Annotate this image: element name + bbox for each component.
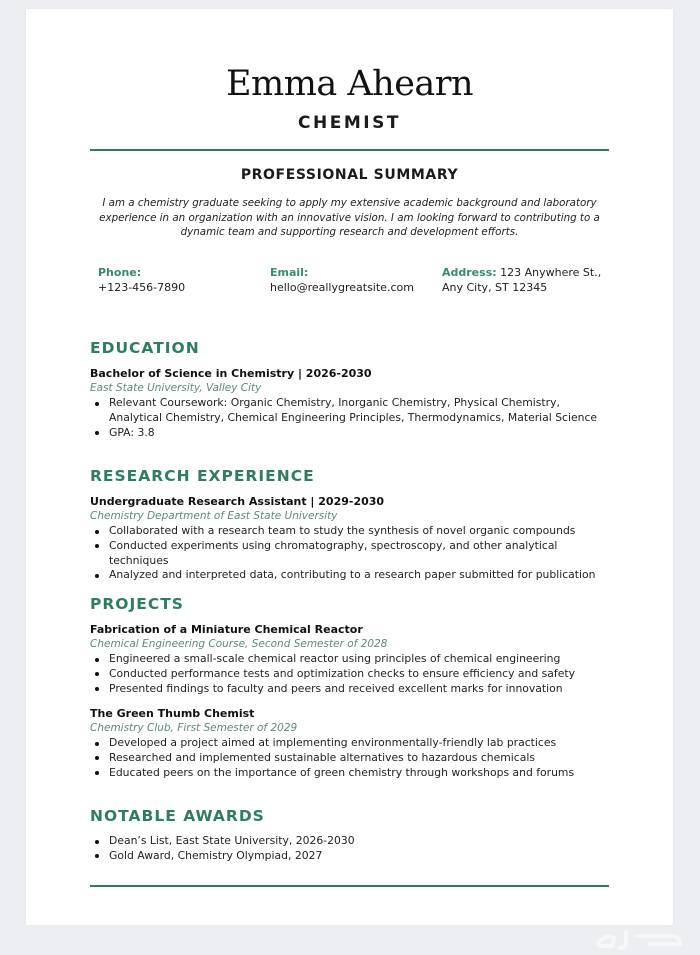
project-1-subtitle: Chemical Engineering Course, Second Semester of 2028 <box>90 638 388 650</box>
project-2-subtitle: Chemistry Club, First Semester of 2029 <box>90 722 298 734</box>
research-entry-title: Undergraduate Research Assistant | 2029-2030 <box>90 495 385 508</box>
education-entry-subtitle: East State University, Valley City <box>90 382 262 394</box>
list-item: Collaborated with a research team to study the synthesis of novel organic compounds <box>90 524 609 539</box>
haraj-logo-watermark-icon <box>590 926 690 952</box>
address-line1: 123 Anywhere St., <box>500 266 602 279</box>
list-item: Analyzed and interpreted data, contributing to a research paper submitted for publication <box>90 568 609 583</box>
list-item: Educated peers on the importance of green chemistry through workshops and forums <box>90 766 609 781</box>
awards-bullets <box>90 834 609 864</box>
list-item: Researched and implemented sustainable alternatives to hazardous chemicals <box>90 751 609 766</box>
address-line2: Any City, ST 12345 <box>442 281 548 294</box>
project-1-title: Fabrication of a Miniature Chemical Reactor <box>90 623 363 636</box>
project-2-bullets <box>90 736 609 780</box>
list-item: Gold Award, Chemistry Olympiad, 2027 <box>90 849 609 864</box>
project-2-title: The Green Thumb Chemist <box>90 707 255 720</box>
research-bullets <box>90 524 609 583</box>
candidate-name: Emma Ahearn <box>225 64 474 104</box>
header-divider <box>90 149 609 151</box>
contact-address <box>442 265 612 295</box>
footer-divider <box>90 885 609 887</box>
list-item: Presented findings to faculty and peers and received excellent marks for innovation <box>90 682 609 697</box>
phone-value: +123-456-7890 <box>98 281 186 294</box>
list-item: Conducted performance tests and optimization checks to ensure efficiency and safety <box>90 667 609 682</box>
education-heading: EDUCATION <box>90 339 200 357</box>
summary-text: I am a chemistry graduate seeking to apply my extensive academic background and laboratory experience in an organization with an innovative vision. I am looking forward to contributing to a dynamic team and supporting research and development efforts. <box>99 197 600 239</box>
projects-heading: PROJECTS <box>90 595 184 613</box>
education-bullets <box>90 396 609 440</box>
research-heading: RESEARCH EXPERIENCE <box>90 467 315 485</box>
awards-heading: NOTABLE AWARDS <box>90 807 265 825</box>
education-entry-title: Bachelor of Science in Chemistry | 2026-2030 <box>90 367 372 380</box>
list-item: GPA: 3.8 <box>90 426 609 441</box>
contact-email <box>270 265 414 295</box>
project-1-bullets <box>90 652 609 696</box>
address-label: Address: <box>442 266 497 279</box>
research-entry-subtitle: Chemistry Department of East State University <box>90 510 338 522</box>
contact-phone <box>98 265 185 295</box>
email-value: hello@reallygreatsite.com <box>270 281 414 294</box>
summary-heading: PROFESSIONAL SUMMARY <box>240 167 459 183</box>
resume-page <box>26 9 673 925</box>
list-item: Dean’s List, East State University, 2026-2030 <box>90 834 609 849</box>
email-label: Email: <box>270 266 309 279</box>
list-item: Engineered a small-scale chemical reactor using principles of chemical engineering <box>90 652 609 667</box>
job-title: CHEMIST <box>298 113 401 133</box>
list-item: Developed a project aimed at implementing environmentally-friendly lab practices <box>90 736 609 751</box>
list-item: Relevant Coursework: Organic Chemistry, Inorganic Chemistry, Physical Chemistry, Analytical Chemistry, Chemical Engineering Principles, Thermodynamics, Material Science <box>90 396 609 426</box>
list-item: Conducted experiments using chromatography, spectroscopy, and other analytical techniques <box>90 539 609 569</box>
phone-label: Phone: <box>98 266 142 279</box>
